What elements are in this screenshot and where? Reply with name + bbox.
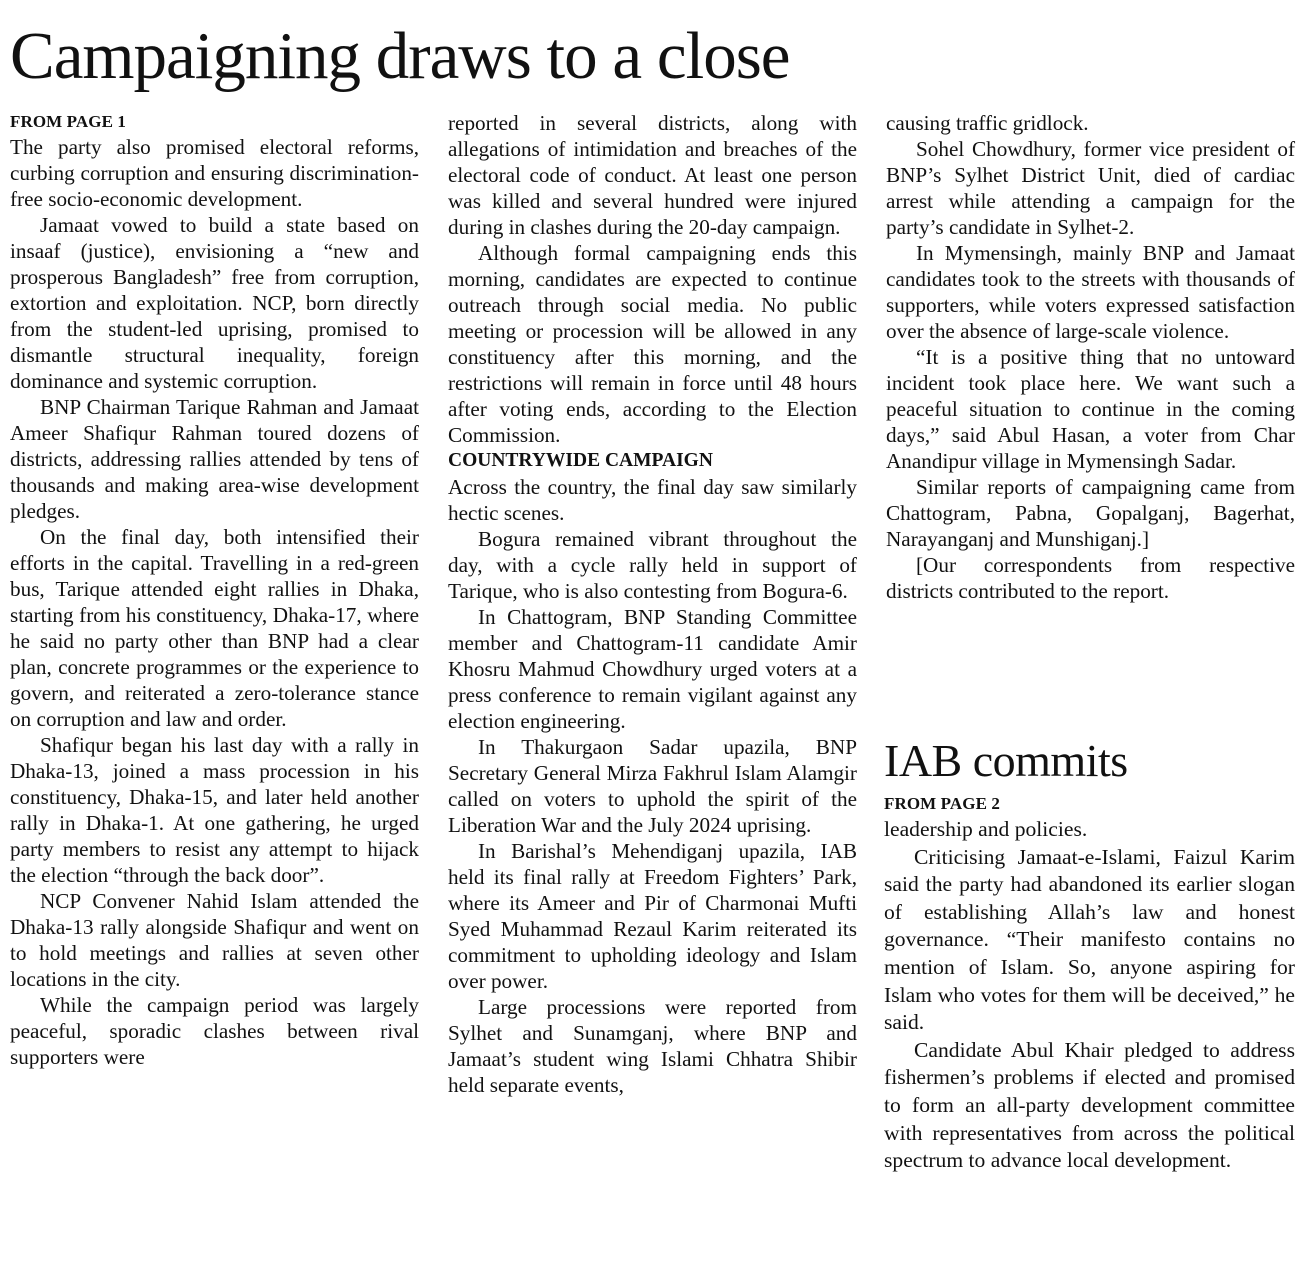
paragraph: Bogura remained vibrant throughout the day, with a cycle rally held in support of Tarique, who is also contesting from Bogura-6. bbox=[448, 527, 857, 603]
main-headline: Campaigning draws to a close bbox=[10, 19, 790, 93]
from-page-kicker: FROM PAGE 2 bbox=[884, 794, 1000, 813]
paragraph: [Our correspondents from respective districts contributed to the report. bbox=[886, 553, 1295, 603]
paragraph: Criticising Jamaat-e-Islami, Faizul Karim said the party had abandoned its earlier slogan of establishing Allah’s law and honest governance. “Their manifesto contains no mention of Islam. So, anyone aspiring for Islam who votes for them will be deceived,” he said. bbox=[884, 844, 1295, 1035]
paragraph: Similar reports of campaigning came from Chattogram, Pabna, Gopalganj, Bagerhat, Narayanganj and Munshiganj.] bbox=[886, 475, 1295, 551]
paragraph: The party also promised electoral reforms, curbing corruption and ensuring discrimination-free socio-economic development. bbox=[10, 135, 419, 211]
paragraph: While the campaign period was largely peaceful, sporadic clashes between rival supporters were bbox=[10, 993, 419, 1069]
paragraph: In Thakurgaon Sadar upazila, BNP Secretary General Mirza Fakhrul Islam Alamgir called on voters to uphold the spirit of the Liberation War and the July 2024 uprising. bbox=[448, 735, 857, 837]
paragraph: Jamaat vowed to build a state based on insaaf (justice), envisioning a “new and prosperous Bangladesh” free from corruption, extortion and exploitation. NCP, born directly from the student-led uprising, promised to dismantle structural inequality, foreign dominance and systemic corruption. bbox=[10, 213, 419, 393]
paragraph: In Barishal’s Mehendiganj upazila, IAB held its final rally at Freedom Fighters’ Park, where its Ameer and Pir of Charmonai Mufti Syed Muhammad Rezaul Karim reiterated its commitment to upholding ideology and Islam over power. bbox=[448, 839, 857, 993]
from-page-kicker: FROM PAGE 1 bbox=[10, 112, 126, 131]
paragraph: leadership and policies. bbox=[884, 817, 1088, 841]
section-subhead: COUNTRYWIDE CAMPAIGN bbox=[448, 450, 713, 471]
paragraph: On the final day, both intensified their efforts in the capital. Travelling in a red-green bus, Tarique attended eight rallies in Dhaka, starting from his constituency, Dhaka-17, where he said no party other than BNP had a clear plan, concrete programmes or the experience to govern, and reiterated a zero-tolerance stance on corruption and law and order. bbox=[10, 525, 419, 731]
paragraph: Sohel Chowdhury, former vice president of BNP’s Sylhet District Unit, died of cardiac arrest while attending a campaign for the party’s candidate in Sylhet-2. bbox=[886, 137, 1295, 239]
paragraph: causing traffic gridlock. bbox=[886, 111, 1089, 135]
paragraph: NCP Convener Nahid Islam attended the Dhaka-13 rally alongside Shafiqur and went on to hold meetings and rallies at seven other locations in the city. bbox=[10, 889, 419, 991]
article-column-3 bbox=[886, 110, 1295, 604]
paragraph: “It is a positive thing that no untoward incident took place here. We want such a peaceful situation to continue in the coming days,” said Abul Hasan, a voter from Char Anandipur village in Mymensingh Sadar. bbox=[886, 345, 1295, 473]
article-iab-commits bbox=[884, 730, 1295, 1175]
paragraph: Large processions were reported from Sylhet and Sunamganj, where BNP and Jamaat’s student wing Islami Chhatra Shibir held separate events, bbox=[448, 995, 857, 1097]
paragraph: Across the country, the final day saw similarly hectic scenes. bbox=[448, 475, 857, 525]
paragraph: reported in several districts, along with allegations of intimidation and breaches of the electoral code of conduct. At least one person was killed and several hundred were injured during in clashes during the 20-day campaign. bbox=[448, 111, 857, 239]
paragraph: In Chattogram, BNP Standing Committee member and Chattogram-11 candidate Amir Khosru Mahmud Chowdhury urged voters at a press conference to remain vigilant against any election engineering. bbox=[448, 605, 857, 733]
paragraph: BNP Chairman Tarique Rahman and Jamaat Ameer Shafiqur Rahman toured dozens of districts, addressing rallies attended by tens of thousands and making area-wise development pledges. bbox=[10, 395, 419, 523]
secondary-headline: IAB commits bbox=[884, 735, 1128, 786]
paragraph: In Mymensingh, mainly BNP and Jamaat candidates took to the streets with thousands of supporters, while voters expressed satisfaction over the absence of large-scale violence. bbox=[886, 241, 1295, 343]
article-column-2 bbox=[448, 110, 857, 1098]
article-column-1 bbox=[10, 110, 419, 1070]
paragraph: Candidate Abul Khair pledged to address fishermen’s problems if elected and promised to form an all-party development committee with representatives from across the political spectrum to advance local development. bbox=[884, 1037, 1295, 1173]
paragraph: Although formal campaigning ends this morning, candidates are expected to continue outreach through social media. No public meeting or procession will be allowed in any constituency after this morning, and the restrictions will remain in force until 48 hours after voting ends, according to the Election Commission. bbox=[448, 241, 857, 447]
paragraph: Shafiqur began his last day with a rally in Dhaka-13, joined a mass procession in his constituency, Dhaka-15, and later held another rally in Dhaka-1. At one gathering, he urged party members to resist any attempt to hijack the election “through the back door”. bbox=[10, 733, 419, 887]
